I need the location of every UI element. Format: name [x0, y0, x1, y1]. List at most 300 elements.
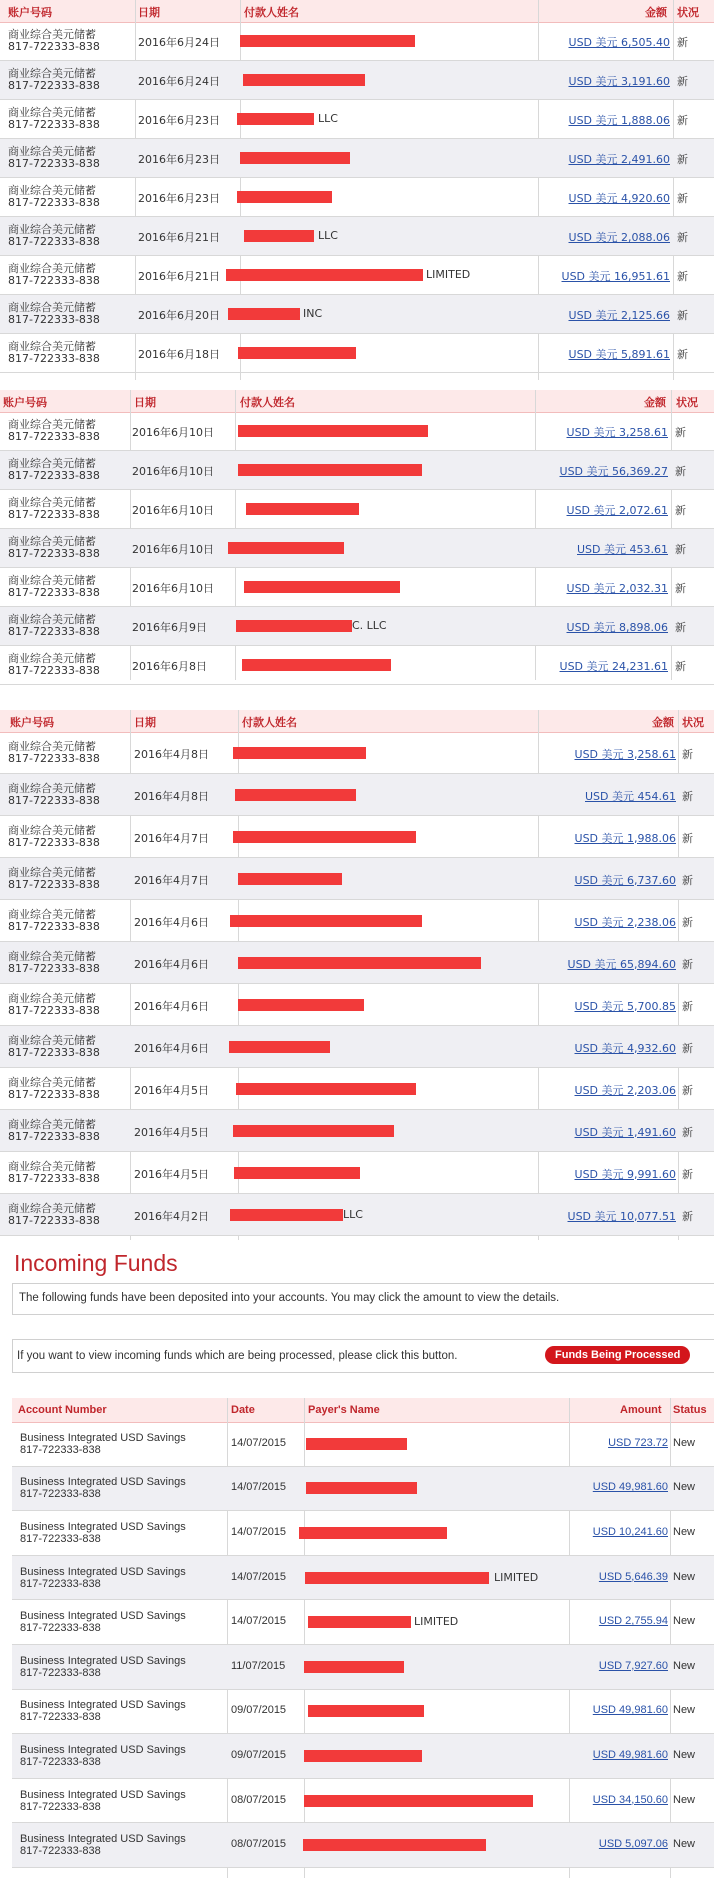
- payer-name-redaction: [238, 957, 481, 969]
- amount-link[interactable]: USD 34,150.60: [592, 1793, 668, 1806]
- status-cell: 新: [677, 153, 688, 166]
- amount-link[interactable]: USD 723.72: [608, 1436, 668, 1449]
- account-cell: [8, 653, 100, 677]
- table-header: [12, 1398, 714, 1423]
- amount-link[interactable]: USD 美元 1,491.60: [574, 1125, 676, 1139]
- account-number: 817-722333-838: [8, 625, 100, 638]
- account-cell: [8, 263, 100, 287]
- date-cell: 2016年4月8日: [134, 789, 209, 803]
- amount-link[interactable]: USD 美元 9,991.60: [574, 1167, 676, 1181]
- payer-name-redaction: [240, 152, 350, 164]
- table-row: [0, 732, 714, 774]
- status-cell: 新: [675, 504, 686, 517]
- date-cell: 09/07/2015: [231, 1704, 287, 1717]
- status-cell: New: [673, 1570, 696, 1583]
- payer-name-redaction: [230, 915, 422, 927]
- amount-link[interactable]: USD 美元 2,203.06: [574, 1083, 676, 1097]
- status-cell: 新: [682, 957, 693, 971]
- account-cell: [20, 1521, 186, 1545]
- account-cell: [8, 458, 100, 482]
- account-number: 817-722333-838: [8, 664, 100, 677]
- amount-link[interactable]: USD 美元 8,898.06: [566, 621, 668, 634]
- account-cell: [20, 1432, 186, 1456]
- table-row: [0, 529, 714, 568]
- amount-link[interactable]: USD 美元 4,920.60: [568, 192, 670, 205]
- payer-name-suffix: INC: [303, 307, 323, 320]
- amount-link[interactable]: USD 美元 5,700.85: [574, 999, 676, 1013]
- date-cell: 2016年6月18日: [138, 348, 220, 361]
- amount-link[interactable]: USD 美元 65,894.60: [567, 957, 676, 971]
- table-row: [0, 942, 714, 984]
- payer-name-redaction: [238, 464, 422, 476]
- amount-link[interactable]: USD 美元 2,491.60: [568, 153, 670, 166]
- account-name: Business Integrated USD Savings: [20, 1520, 186, 1533]
- status-cell: 新: [682, 1125, 693, 1139]
- account-cell: [20, 1476, 186, 1500]
- date-cell: 2016年4月6日: [134, 915, 209, 929]
- account-number: 817-722333-838: [20, 1488, 101, 1501]
- payer-name-redaction: [244, 230, 314, 242]
- header-status: Status: [673, 1404, 707, 1416]
- amount-link[interactable]: USD 美元 1,988.06: [574, 831, 676, 845]
- amount-link[interactable]: USD 美元 10,077.51: [567, 1209, 676, 1223]
- account-name: Business Integrated USD Savings: [20, 1699, 186, 1712]
- account-number: 817-722333-838: [8, 40, 100, 53]
- account-number: 817-722333-838: [8, 118, 100, 131]
- status-cell: 新: [677, 309, 688, 322]
- account-cell: [8, 1035, 100, 1059]
- payer-name-redaction: [308, 1705, 424, 1717]
- incoming-table-june-a: [0, 0, 714, 380]
- account-name: 商业综合美元储蓄: [8, 1117, 96, 1131]
- account-name: 商业综合美元储蓄: [8, 1033, 96, 1047]
- processing-note: If you want to view incoming funds which are being processed, please click this button.: [17, 1350, 458, 1362]
- amount-link[interactable]: USD 7,927.60: [598, 1659, 668, 1672]
- payer-name-redaction: [304, 1795, 533, 1807]
- account-cell: [8, 575, 100, 599]
- account-number: 817-722333-838: [8, 1171, 100, 1185]
- amount-link[interactable]: USD 美元 2,125.66: [568, 309, 670, 322]
- header-payer: Payer's Name: [308, 1404, 380, 1416]
- account-name: 商业综合美元储蓄: [8, 340, 96, 353]
- amount-link[interactable]: USD 10,241.60: [592, 1525, 668, 1538]
- account-name: 商业综合美元储蓄: [8, 823, 96, 837]
- payer-name-redaction: [233, 831, 416, 843]
- account-number: 817-722333-838: [20, 1666, 101, 1679]
- payer-name-redaction: [237, 113, 314, 125]
- payer-name-redaction: [226, 269, 423, 281]
- status-cell: 新: [682, 1167, 693, 1181]
- amount-link[interactable]: USD 美元 2,238.06: [574, 915, 676, 929]
- status-cell: 新: [677, 75, 688, 88]
- amount-link[interactable]: USD 美元 16,951.61: [561, 270, 670, 283]
- account-number: 817-722333-838: [8, 196, 100, 209]
- date-cell: 2016年4月5日: [134, 1125, 209, 1139]
- account-name: Business Integrated USD Savings: [20, 1431, 186, 1444]
- payer-name-redaction: [228, 542, 344, 554]
- status-cell: New: [673, 1436, 696, 1449]
- payer-name-suffix: LIMITED: [426, 268, 471, 281]
- account-name: 商业综合美元储蓄: [8, 106, 96, 119]
- account-name: 商业综合美元储蓄: [8, 652, 96, 665]
- account-number: 817-722333-838: [8, 1087, 100, 1101]
- amount-link[interactable]: USD 美元 1,888.06: [568, 114, 670, 127]
- incoming-table-june-b: [0, 390, 714, 680]
- date-cell: 2016年6月10日: [132, 426, 214, 439]
- account-number: 817-722333-838: [8, 313, 100, 326]
- payer-name-redaction: [238, 425, 428, 437]
- payer-name-redaction: [303, 1839, 486, 1851]
- account-name: 商业综合美元储蓄: [8, 301, 96, 314]
- account-number: 817-722333-838: [20, 1622, 101, 1635]
- amount-link[interactable]: USD 美元 4,932.60: [574, 1041, 676, 1055]
- funds-being-processed-button[interactable]: Funds Being Processed: [545, 1346, 690, 1364]
- header-status: 状况: [677, 6, 699, 19]
- table-row: [0, 1026, 714, 1068]
- date-cell: 2016年6月9日: [132, 621, 207, 634]
- date-cell: 14/07/2015: [231, 1481, 287, 1494]
- payer-name-redaction: [244, 581, 400, 593]
- date-cell: 2016年4月7日: [134, 831, 209, 845]
- table-row: [0, 217, 714, 256]
- account-cell: [8, 951, 100, 975]
- account-number: 817-722333-838: [8, 430, 100, 443]
- amount-link[interactable]: USD 5,646.39: [598, 1570, 668, 1583]
- amount-link[interactable]: USD 美元 24,231.61: [559, 660, 668, 673]
- intro-box: [12, 1283, 714, 1315]
- account-number: 817-722333-838: [8, 877, 100, 891]
- account-cell: [8, 825, 100, 849]
- status-cell: 新: [682, 831, 693, 845]
- amount-link[interactable]: USD 49,981.60: [592, 1748, 668, 1761]
- table-row: [0, 816, 714, 858]
- status-cell: 新: [682, 999, 693, 1013]
- account-cell: [20, 1566, 186, 1590]
- table-row: [0, 490, 714, 529]
- date-cell: 14/07/2015: [231, 1570, 287, 1583]
- status-cell: 新: [677, 192, 688, 205]
- status-cell: 新: [675, 426, 686, 439]
- account-number: 817-722333-838: [8, 793, 100, 807]
- payer-name-redaction: [242, 659, 391, 671]
- payer-name-suffix: LLC: [318, 229, 338, 242]
- table-row: [0, 1194, 714, 1236]
- account-name: 商业综合美元储蓄: [8, 1201, 96, 1215]
- payer-name-redaction: [306, 1438, 407, 1450]
- payer-name-redaction: [234, 1167, 360, 1179]
- status-cell: 新: [675, 621, 686, 634]
- table-row: [0, 646, 714, 685]
- account-name: 商业综合美元储蓄: [8, 865, 96, 879]
- date-cell: 2016年6月23日: [138, 192, 220, 205]
- status-cell: 新: [677, 270, 688, 283]
- account-name: 商业综合美元储蓄: [8, 418, 96, 431]
- account-cell: [8, 1077, 100, 1101]
- page-title: Incoming Funds: [14, 1250, 178, 1276]
- status-cell: New: [673, 1659, 696, 1672]
- account-number: 817-722333-838: [20, 1532, 101, 1545]
- account-number: 817-722333-838: [8, 469, 100, 482]
- amount-link[interactable]: USD 美元 3,191.60: [568, 75, 670, 88]
- table-row: [12, 1600, 714, 1645]
- account-number: 817-722333-838: [20, 1711, 101, 1724]
- table-row: [0, 607, 714, 646]
- status-cell: New: [673, 1838, 696, 1851]
- account-number: 817-722333-838: [8, 235, 100, 248]
- account-name: 商业综合美元储蓄: [8, 739, 96, 753]
- account-cell: [8, 993, 100, 1017]
- account-cell: [8, 302, 100, 326]
- account-number: 817-722333-838: [8, 1129, 100, 1143]
- amount-link[interactable]: USD 美元 453.61: [577, 543, 668, 556]
- payer-name-redaction: [304, 1661, 404, 1673]
- header-account: 账户号码: [10, 716, 54, 729]
- account-cell: [8, 29, 100, 53]
- account-number: 817-722333-838: [8, 352, 100, 365]
- status-cell: 新: [682, 1209, 693, 1223]
- payer-name-redaction: [236, 620, 352, 632]
- status-cell: New: [673, 1525, 696, 1538]
- amount-link[interactable]: USD 美元 6,737.60: [574, 873, 676, 887]
- table-row: [0, 451, 714, 490]
- date-cell: 2016年4月7日: [134, 873, 209, 887]
- account-cell: [8, 185, 100, 209]
- incoming-funds-table: [12, 1398, 714, 1878]
- account-cell: [8, 146, 100, 170]
- header-date: 日期: [134, 716, 156, 729]
- date-cell: 08/07/2015: [231, 1793, 287, 1806]
- table-header: [0, 390, 714, 413]
- status-cell: New: [673, 1793, 696, 1806]
- header-account: Account Number: [18, 1404, 107, 1416]
- payer-name-redaction: [233, 1125, 394, 1137]
- status-cell: 新: [682, 1083, 693, 1097]
- table-row: [0, 100, 714, 139]
- header-amount: 金额: [645, 6, 667, 19]
- payer-name-suffix: LLC: [343, 1207, 363, 1221]
- account-cell: [8, 1161, 100, 1185]
- table-row: [0, 568, 714, 607]
- account-cell: [20, 1655, 186, 1679]
- table-row: [12, 1690, 714, 1735]
- table-row: [12, 1734, 714, 1779]
- date-cell: 2016年4月6日: [134, 1041, 209, 1055]
- account-cell: [8, 107, 100, 131]
- table-row: [0, 900, 714, 942]
- account-name: 商业综合美元储蓄: [8, 613, 96, 626]
- date-cell: 2016年6月21日: [138, 270, 220, 283]
- payer-name-redaction: [246, 503, 359, 515]
- status-cell: 新: [682, 747, 693, 761]
- account-name: 商业综合美元储蓄: [8, 781, 96, 795]
- account-number: 817-722333-838: [8, 1213, 100, 1227]
- payer-name-redaction: [236, 1083, 416, 1095]
- account-number: 817-722333-838: [8, 751, 100, 765]
- account-cell: [8, 614, 100, 638]
- account-number: 817-722333-838: [8, 508, 100, 521]
- payer-name-redaction: [233, 747, 366, 759]
- table-row: [12, 1511, 714, 1556]
- amount-link[interactable]: USD 2,755.94: [598, 1615, 668, 1628]
- status-cell: 新: [675, 660, 686, 673]
- payer-name-redaction: [228, 308, 300, 320]
- date-cell: 2016年4月2日: [134, 1209, 209, 1223]
- status-cell: New: [673, 1615, 696, 1628]
- amount-link[interactable]: USD 美元 454.61: [585, 789, 676, 803]
- account-number: 817-722333-838: [20, 1800, 101, 1813]
- date-cell: 2016年6月10日: [132, 582, 214, 595]
- amount-link[interactable]: USD 美元 2,088.06: [568, 231, 670, 244]
- status-cell: 新: [677, 231, 688, 244]
- account-cell: [8, 341, 100, 365]
- payer-name-redaction: [308, 1616, 411, 1628]
- account-number: 817-722333-838: [8, 1045, 100, 1059]
- date-cell: 2016年6月20日: [138, 309, 220, 322]
- account-name: 商业综合美元储蓄: [8, 574, 96, 587]
- status-cell: 新: [682, 873, 693, 887]
- status-cell: New: [673, 1481, 696, 1494]
- header-amount: 金额: [644, 396, 666, 409]
- account-number: 817-722333-838: [8, 79, 100, 92]
- table-row: [0, 61, 714, 100]
- account-number: 817-722333-838: [8, 961, 100, 975]
- payer-name-redaction: [238, 999, 364, 1011]
- payer-name-redaction: [238, 347, 356, 359]
- intro-text: The following funds have been deposited into your accounts. You may click the amount to view the details.: [19, 1292, 560, 1304]
- payer-name-redaction: [230, 1209, 343, 1221]
- header-date: Date: [231, 1404, 255, 1416]
- table-row: [12, 1645, 714, 1690]
- date-cell: 14/07/2015: [231, 1525, 287, 1538]
- account-cell: [8, 909, 100, 933]
- table-row: [0, 984, 714, 1026]
- date-cell: 2016年6月23日: [138, 114, 220, 127]
- account-cell: [20, 1789, 186, 1813]
- amount-link[interactable]: USD 美元 3,258.61: [574, 747, 676, 761]
- account-name: Business Integrated USD Savings: [20, 1833, 186, 1846]
- account-cell: [8, 536, 100, 560]
- payer-name-redaction: [304, 1750, 422, 1762]
- account-name: 商业综合美元储蓄: [8, 991, 96, 1005]
- amount-link[interactable]: USD 49,981.60: [592, 1704, 668, 1717]
- date-cell: 09/07/2015: [231, 1748, 287, 1761]
- payer-name-redaction: [305, 1572, 489, 1584]
- amount-link[interactable]: USD 美元 6,505.40: [568, 36, 670, 49]
- header-account: 账户号码: [3, 396, 47, 409]
- account-name: 商业综合美元储蓄: [8, 1159, 96, 1173]
- amount-link[interactable]: USD 美元 56,369.27: [559, 465, 668, 478]
- header-amount: Amount: [620, 1404, 662, 1416]
- account-name: Business Integrated USD Savings: [20, 1788, 186, 1801]
- table-row: [0, 412, 714, 451]
- date-cell: 2016年6月8日: [132, 660, 207, 673]
- account-number: 817-722333-838: [8, 586, 100, 599]
- amount-link[interactable]: USD 美元 2,072.61: [566, 504, 668, 517]
- account-number: 817-722333-838: [8, 919, 100, 933]
- header-payer: 付款人姓名: [244, 6, 299, 19]
- account-number: 817-722333-838: [20, 1755, 101, 1768]
- status-cell: 新: [682, 789, 693, 803]
- date-cell: 2016年4月8日: [134, 747, 209, 761]
- payer-name-redaction: [299, 1527, 447, 1539]
- date-cell: 2016年6月24日: [138, 36, 220, 49]
- payer-name-suffix: C. LLC: [352, 619, 387, 632]
- header-date: 日期: [138, 6, 160, 19]
- payer-name-suffix: LLC: [318, 112, 338, 125]
- date-cell: 14/07/2015: [231, 1436, 287, 1449]
- table-row: [12, 1779, 714, 1824]
- date-cell: 2016年6月23日: [138, 153, 220, 166]
- date-cell: 2016年6月10日: [132, 504, 214, 517]
- date-cell: 2016年4月6日: [134, 999, 209, 1013]
- date-cell: 14/07/2015: [231, 1615, 287, 1628]
- table-row: [12, 1422, 714, 1467]
- header-account: 账户号码: [8, 6, 52, 19]
- account-name: 商业综合美元储蓄: [8, 907, 96, 921]
- table-row: [12, 1467, 714, 1512]
- table-row: [0, 334, 714, 373]
- account-name: Business Integrated USD Savings: [20, 1610, 186, 1623]
- table-row: [0, 256, 714, 295]
- account-number: 817-722333-838: [20, 1845, 101, 1858]
- amount-link[interactable]: USD 美元 3,258.61: [566, 426, 668, 439]
- payer-name-redaction: [306, 1482, 417, 1494]
- date-cell: 2016年4月5日: [134, 1083, 209, 1097]
- status-cell: New: [673, 1704, 696, 1717]
- status-cell: 新: [682, 915, 693, 929]
- header-status: 状况: [682, 716, 704, 729]
- status-cell: 新: [682, 1041, 693, 1055]
- account-number: 817-722333-838: [8, 835, 100, 849]
- account-name: 商业综合美元储蓄: [8, 262, 96, 275]
- table-row: [0, 1068, 714, 1110]
- table-row: [0, 1110, 714, 1152]
- account-name: Business Integrated USD Savings: [20, 1565, 186, 1578]
- processing-box: [12, 1339, 714, 1373]
- account-name: 商业综合美元储蓄: [8, 28, 96, 41]
- amount-link[interactable]: USD 5,097.06: [598, 1838, 668, 1851]
- table-row: [0, 858, 714, 900]
- date-cell: 2016年4月5日: [134, 1167, 209, 1181]
- table-row: [0, 178, 714, 217]
- date-cell: 2016年6月21日: [138, 231, 220, 244]
- status-cell: 新: [675, 582, 686, 595]
- account-name: 商业综合美元储蓄: [8, 1075, 96, 1089]
- header-payer: 付款人姓名: [242, 716, 297, 729]
- account-cell: [8, 224, 100, 248]
- payer-name-redaction: [229, 1041, 330, 1053]
- table-row: [0, 22, 714, 61]
- account-cell: [8, 867, 100, 891]
- status-cell: New: [673, 1748, 696, 1761]
- account-cell: [20, 1610, 186, 1634]
- payer-name-redaction: [235, 789, 356, 801]
- account-cell: [8, 1119, 100, 1143]
- amount-link[interactable]: USD 49,981.60: [592, 1481, 668, 1494]
- amount-link[interactable]: USD 美元 5,891.61: [568, 348, 670, 361]
- amount-link[interactable]: USD 美元 2,032.31: [566, 582, 668, 595]
- account-cell: [8, 419, 100, 443]
- account-number: 817-722333-838: [20, 1577, 101, 1590]
- table-row: [12, 1556, 714, 1601]
- account-name: 商业综合美元储蓄: [8, 496, 96, 509]
- account-name: 商业综合美元储蓄: [8, 949, 96, 963]
- account-number: 817-722333-838: [20, 1443, 101, 1456]
- table-row: [0, 139, 714, 178]
- account-name: Business Integrated USD Savings: [20, 1476, 186, 1489]
- table-row: [0, 774, 714, 816]
- account-cell: [20, 1699, 186, 1723]
